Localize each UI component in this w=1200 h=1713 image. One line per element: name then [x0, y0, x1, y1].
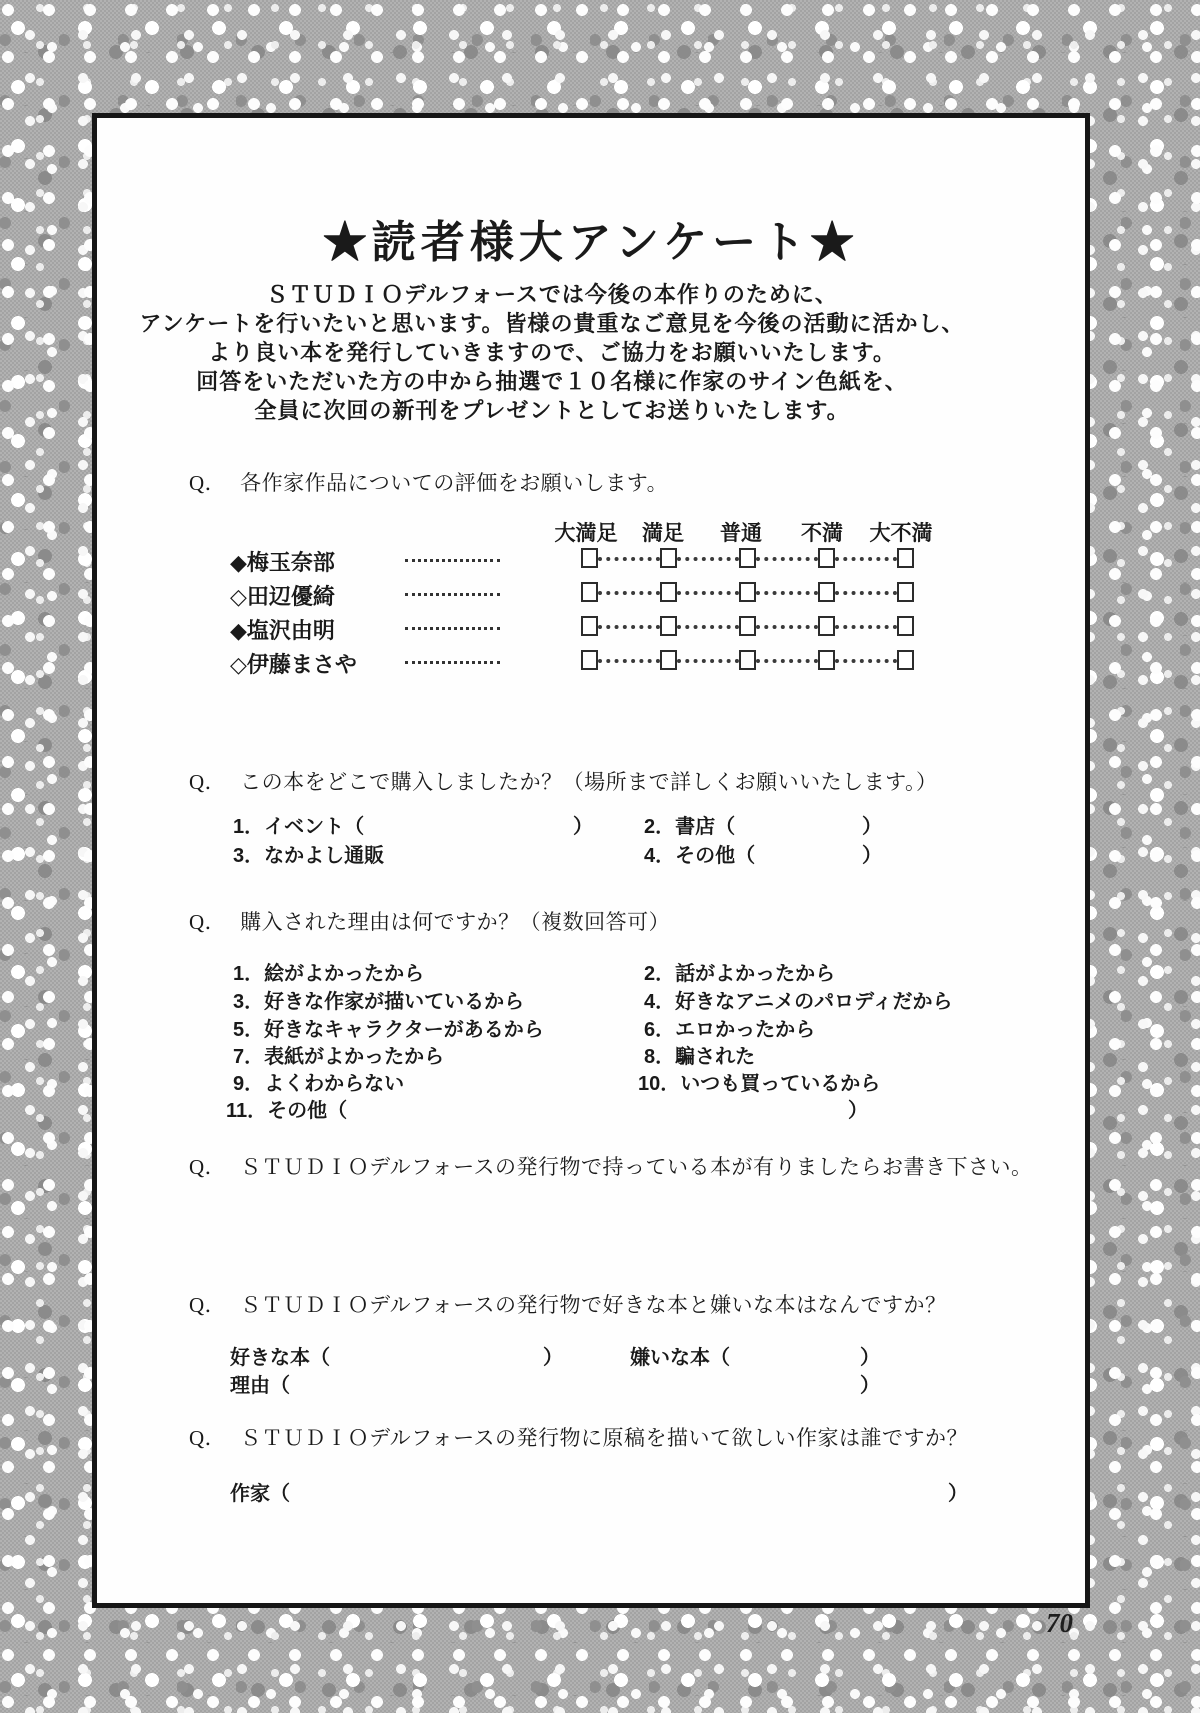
reason-item: 1．絵がよかったから	[233, 963, 425, 985]
question-text: この本をどこで購入しましたか？（場所まで詳しくお願いいたします。）	[240, 770, 938, 794]
artist-name: ◆塩沢由明	[230, 618, 335, 643]
rating-checkbox	[739, 616, 756, 636]
reason-item-other: 11．その他（	[226, 1100, 348, 1122]
close-paren: ）	[573, 816, 593, 838]
rating-row	[97, 648, 1085, 677]
reason-item: 5．好きなキャラクターがあるから	[233, 1019, 544, 1041]
q-prefix: Q．	[189, 770, 227, 794]
question-text: ＳＴＵＤＩＯデルフォースの発行物で持っている本が有りましたらお書き下さい。	[240, 1155, 1033, 1179]
question-purchase-place	[189, 766, 938, 796]
dotted-leader	[835, 591, 897, 595]
artist-name: ◇伊藤まさや	[230, 652, 357, 677]
rating-checkbox	[660, 582, 677, 602]
q-prefix: Q．	[189, 1426, 227, 1450]
rating-checkbox	[739, 582, 756, 602]
rating-checkbox	[581, 616, 598, 636]
q-prefix: Q．	[189, 1155, 227, 1179]
question-owned-books	[189, 1151, 1033, 1181]
dotted-leader	[405, 559, 500, 562]
question-rating	[189, 467, 668, 497]
rating-checkbox	[581, 582, 598, 602]
reason-item: 7．表紙がよかったから	[233, 1046, 445, 1068]
dotted-leader	[598, 659, 660, 663]
rating-checkbox	[818, 548, 835, 568]
reason-item: 3．好きな作家が描いているから	[233, 991, 525, 1013]
rating-scale	[581, 648, 914, 672]
dotted-leader	[598, 557, 660, 561]
question-text: ＳＴＵＤＩＯデルフォースの発行物に原稿を描いて欲しい作家は誰ですか？	[240, 1426, 969, 1450]
close-paren: ）	[848, 1100, 868, 1122]
rating-scale	[581, 546, 914, 570]
question-request-artist	[189, 1422, 968, 1452]
rating-checkbox	[739, 548, 756, 568]
dotted-leader	[677, 625, 739, 629]
dotted-leader	[756, 625, 818, 629]
rating-checkbox	[581, 548, 598, 568]
rating-checkbox	[897, 548, 914, 568]
reason-item: 8．騙された	[644, 1046, 756, 1068]
artist-name: ◆梅玉奈部	[230, 550, 335, 575]
question-text: 各作家作品についての評価をお願いします。	[240, 471, 669, 495]
option-other: 4．その他（	[644, 845, 756, 867]
dotted-leader	[835, 659, 897, 663]
close-paren: ）	[860, 1375, 880, 1397]
option-mailorder: 3．なかよし通販	[233, 845, 385, 867]
close-paren: ）	[860, 1347, 880, 1369]
dotted-leader	[677, 659, 739, 663]
rating-column-header: 普通	[720, 522, 762, 545]
rating-row	[97, 614, 1085, 643]
question-like-dislike	[189, 1289, 947, 1319]
rating-checkbox	[818, 650, 835, 670]
reason-item: 6．エロかったから	[644, 1019, 816, 1041]
intro-line: 全員に次回の新刊をプレゼントとしてお送りいたします。	[254, 398, 850, 423]
dotted-leader	[756, 591, 818, 595]
intro-line: アンケートを行いたいと思います。皆様の貴重なご意見を今後の活動に活かし、	[139, 311, 965, 336]
close-paren: ）	[862, 816, 882, 838]
rating-scale	[581, 614, 914, 638]
close-paren: ）	[948, 1483, 968, 1505]
q-prefix: Q．	[189, 1293, 227, 1317]
rating-column-header: 大満足	[554, 522, 618, 545]
rating-checkbox	[897, 616, 914, 636]
reason-label: 理由（	[230, 1375, 290, 1397]
reason-item: 9．よくわからない	[233, 1073, 405, 1095]
close-paren: ）	[543, 1347, 563, 1369]
reason-item: 2．話がよかったから	[644, 963, 836, 985]
rating-column-header: 満足	[642, 522, 684, 545]
dotted-leader	[835, 557, 897, 561]
rating-checkbox	[818, 582, 835, 602]
option-event: 1．イベント（	[233, 816, 365, 838]
rating-scale	[581, 580, 914, 604]
q-prefix: Q．	[189, 471, 227, 495]
dotted-leader	[405, 661, 500, 664]
rating-column-header: 大不満	[869, 522, 933, 545]
rating-checkbox	[818, 616, 835, 636]
option-bookstore: 2．書店（	[644, 816, 736, 838]
rating-checkbox	[660, 650, 677, 670]
reason-item: 4．好きなアニメのパロディだから	[644, 991, 953, 1013]
dotted-leader	[756, 557, 818, 561]
intro-line: より良い本を発行していきますので、ご協力をお願いいたします。	[208, 340, 896, 365]
dotted-leader	[835, 625, 897, 629]
rating-column-header: 不満	[801, 522, 843, 545]
close-paren: ）	[862, 845, 882, 867]
dotted-leader	[756, 659, 818, 663]
intro-line: 回答をいただいた方の中から抽選で１０名様に作家のサイン色紙を、	[196, 369, 908, 394]
rating-row	[97, 580, 1085, 609]
intro-line: ＳＴＵＤＩＯデルフォースでは今後の本作りのために、	[266, 282, 838, 307]
reason-item: 10．いつも買っているから	[638, 1073, 881, 1095]
like-book-label: 好きな本（	[230, 1347, 330, 1369]
rating-row	[97, 546, 1085, 575]
dotted-leader	[405, 593, 500, 596]
q-prefix: Q．	[189, 910, 227, 934]
rating-checkbox	[581, 650, 598, 670]
artist-name: ◇田辺優綺	[230, 584, 335, 609]
page-frame	[92, 113, 1090, 1608]
dotted-leader	[677, 557, 739, 561]
dotted-leader	[677, 591, 739, 595]
rating-checkbox	[897, 582, 914, 602]
page-number: 70	[1046, 1608, 1073, 1638]
artist-field-label: 作家（	[230, 1483, 290, 1505]
dotted-leader	[598, 625, 660, 629]
dislike-book-label: 嫌いな本（	[630, 1347, 730, 1369]
question-text: ＳＴＵＤＩＯデルフォースの発行物で好きな本と嫌いな本はなんですか？	[240, 1293, 947, 1317]
rating-checkbox	[660, 616, 677, 636]
rating-checkbox	[897, 650, 914, 670]
intro-paragraph	[117, 280, 987, 425]
rating-checkbox	[739, 650, 756, 670]
rating-checkbox	[660, 548, 677, 568]
dotted-leader	[598, 591, 660, 595]
question-purchase-reason	[189, 906, 670, 936]
page-title: ★読者様大アンケート★	[322, 218, 860, 267]
dotted-leader	[405, 627, 500, 630]
question-text: 購入された理由は何ですか？（複数回答可）	[240, 910, 671, 934]
